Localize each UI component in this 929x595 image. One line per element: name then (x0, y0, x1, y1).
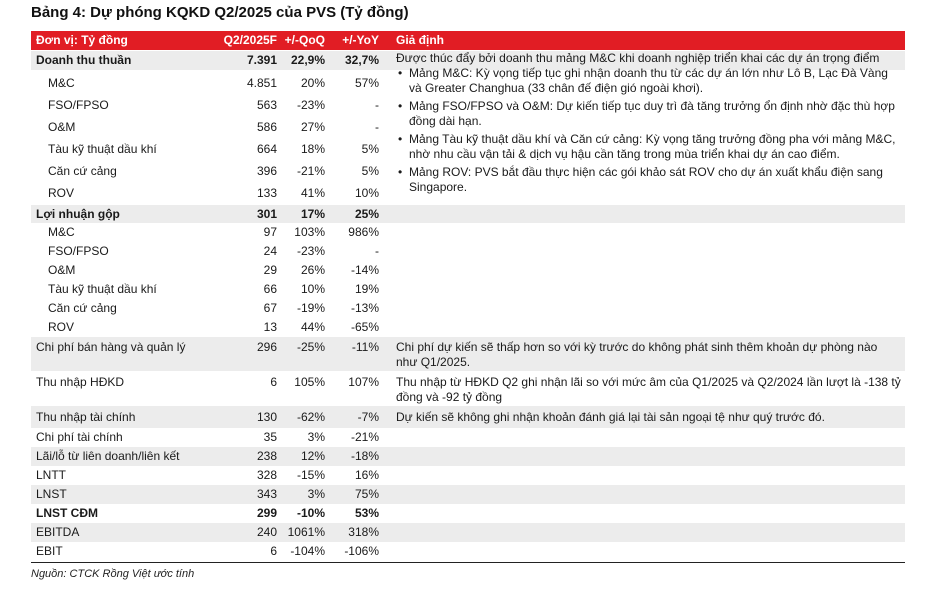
row-value-q2: 97 (263, 225, 277, 239)
row-value-q2: 299 (256, 506, 277, 520)
table-row (31, 242, 905, 261)
row-value-yoy: 986% (348, 225, 379, 239)
row-value-q2: 240 (256, 525, 277, 539)
row-value-q2: 66 (263, 282, 277, 296)
note-bullet: • Mảng Tàu kỹ thuật dầu khí và Căn cứ cảng: Kỳ vọng tăng trưởng đồng pha với mảng M&C, nhờ nhu cầu vận tải & dịch vụ hậu cần tăng trong mùa triển khai dự án cao điểm. (396, 132, 901, 162)
note-fin-income: Dự kiến sẽ không ghi nhận khoản đánh giá lại tài sản ngoại tệ như quý trước đó. (396, 410, 825, 424)
row-value-qoq: 27% (300, 119, 325, 134)
row-value-yoy: - (375, 244, 379, 258)
row-label: M&C (48, 225, 75, 239)
row-value-yoy: -106% (344, 544, 379, 558)
table-row (31, 280, 905, 299)
row-value-yoy: - (375, 119, 379, 134)
row-value-qoq: 10% (300, 282, 325, 296)
row-value-q2: 238 (256, 449, 277, 463)
row-value-yoy: -21% (350, 430, 379, 444)
row-value-qoq: 18% (300, 141, 325, 156)
source-note: Nguồn: CTCK Rồng Việt ước tính (31, 568, 195, 580)
row-label: EBIT (36, 544, 63, 558)
row-label: EBITDA (36, 525, 80, 539)
note-bullet: • Mảng M&C: Kỳ vọng tiếp tục ghi nhận doanh thu từ các dự án lớn như Lô B, Lạc Đà Vàng và Greater Changhua (33 chân đế điện gió ngoài khơi). (396, 66, 901, 96)
row-value-qoq: -104% (290, 544, 325, 558)
row-value-q2: 6 (270, 375, 277, 389)
row-label: Tàu kỹ thuật dầu khí (48, 282, 157, 296)
row-value-qoq: 20% (300, 75, 325, 90)
row-value-yoy: 5% (361, 141, 379, 156)
row-value-q2: 301 (256, 206, 277, 221)
row-value-qoq: -23% (296, 244, 325, 258)
table-row (31, 523, 905, 542)
table-bottom-rule (31, 562, 905, 563)
row-value-yoy: - (375, 97, 379, 112)
table-row (31, 299, 905, 318)
row-value-qoq: 17% (300, 206, 325, 221)
row-label: LNST CĐM (36, 506, 98, 520)
row-value-qoq: 44% (300, 320, 325, 334)
row-value-yoy: 75% (354, 487, 379, 501)
row-value-yoy: 5% (361, 163, 379, 178)
row-value-qoq: 41% (300, 185, 325, 200)
row-label: LNTT (36, 468, 66, 482)
row-value-yoy: 318% (348, 525, 379, 539)
row-value-q2: 328 (256, 468, 277, 482)
row-value-q2: 6 (270, 544, 277, 558)
row-value-q2: 586 (256, 119, 277, 134)
row-value-qoq: -62% (296, 409, 325, 424)
row-value-yoy: 10% (354, 185, 379, 200)
row-value-q2: 7.391 (246, 53, 277, 67)
row-value-qoq: 22,9% (290, 53, 325, 67)
row-label: ROV (48, 185, 75, 200)
table-row (31, 542, 905, 561)
row-value-qoq: 26% (300, 263, 325, 277)
table-title: Bảng 4: Dự phóng KQKD Q2/2025 của PVS (Tỷ đồng) (31, 4, 409, 21)
row-value-qoq: -23% (296, 97, 325, 112)
row-label: Căn cứ cảng (48, 163, 117, 178)
header-assumption: Giả định (396, 33, 444, 47)
row-value-qoq: 105% (294, 375, 325, 389)
table-row (31, 205, 905, 223)
row-label: Thu nhập tài chính (36, 409, 136, 424)
row-value-qoq: -21% (296, 163, 325, 178)
row-value-yoy: 25% (354, 206, 379, 221)
row-label: Thu nhập HĐKD (36, 375, 125, 389)
row-value-q2: 563 (256, 97, 277, 112)
header-yoy: +/-YoY (342, 33, 379, 47)
row-value-q2: 396 (256, 163, 277, 178)
row-value-yoy: 53% (354, 506, 379, 520)
table-row (31, 504, 905, 523)
note-bullet: • Mảng FSO/FPSO và O&M: Dự kiến tiếp tục duy trì đà tăng trưởng ổn định nhờ đặc thù hợp đồng dài hạn. (396, 99, 901, 129)
table-header (31, 31, 905, 50)
row-label: O&M (48, 263, 76, 277)
row-value-q2: 4.851 (246, 75, 277, 90)
row-value-yoy: -13% (350, 301, 379, 315)
row-value-qoq: -15% (296, 468, 325, 482)
table-row (31, 428, 905, 447)
note-revenue-bullets (396, 66, 901, 195)
row-value-yoy: -7% (357, 409, 379, 424)
header-qoq: +/-QoQ (284, 33, 325, 47)
row-label: Căn cứ cảng (48, 301, 117, 315)
row-value-yoy: -14% (350, 263, 379, 277)
row-label: Doanh thu thuần (36, 53, 132, 67)
row-value-yoy: 19% (354, 282, 379, 296)
header-q2: Q2/2025F (223, 33, 277, 47)
row-value-yoy: -18% (350, 449, 379, 463)
row-value-q2: 67 (263, 301, 277, 315)
row-value-q2: 130 (256, 409, 277, 424)
row-label: LNST (36, 487, 67, 501)
note-revenue-intro: Được thúc đẩy bởi doanh thu mảng M&C khi doanh nghiệp triển khai các dự án trọng điểm (396, 51, 880, 65)
row-label: FSO/FPSO (48, 97, 109, 112)
note-revenue (396, 51, 901, 198)
row-value-qoq: -25% (296, 340, 325, 354)
row-value-qoq: 103% (294, 225, 325, 239)
row-label: Chi phí bán hàng và quản lý (36, 340, 186, 354)
row-value-qoq: 1061% (287, 525, 325, 539)
row-value-q2: 296 (256, 340, 277, 354)
table-row (31, 466, 905, 485)
header-unit: Đơn vị: Tỷ đồng (36, 33, 128, 47)
row-label: M&C (48, 75, 75, 90)
row-value-yoy: 107% (348, 375, 379, 389)
row-value-q2: 343 (256, 487, 277, 501)
row-value-yoy: -11% (351, 340, 379, 354)
row-value-qoq: 3% (307, 487, 325, 501)
table-row (31, 223, 905, 242)
table-row (31, 447, 905, 466)
row-value-q2: 24 (263, 244, 277, 258)
row-label: FSO/FPSO (48, 244, 109, 258)
note-op-income: Thu nhập từ HĐKD Q2 ghi nhận lãi so với mức âm của Q1/2025 và Q2/2024 lần lượt là -138 tỷ đồng và -92 tỷ đồng (396, 375, 901, 404)
row-value-q2: 13 (263, 320, 277, 334)
row-label: Chi phí tài chính (36, 430, 123, 444)
row-value-yoy: -65% (350, 320, 379, 334)
note-sga: Chi phí dự kiến sẽ thấp hơn so với kỳ trước do không phát sinh thêm khoản dự phòng nào như Q1/2025. (396, 340, 878, 369)
row-label: O&M (48, 119, 76, 134)
table-row (31, 318, 905, 337)
table-row (31, 261, 905, 280)
row-label: Tàu kỹ thuật dầu khí (48, 141, 157, 156)
row-value-qoq: -19% (296, 301, 325, 315)
row-label: Lợi nhuận gộp (36, 206, 120, 221)
row-label: ROV (48, 320, 75, 334)
row-value-q2: 29 (263, 263, 277, 277)
table-row (31, 485, 905, 504)
row-value-yoy: 32,7% (344, 53, 379, 67)
row-value-qoq: -10% (296, 506, 325, 520)
row-label: Lãi/lỗ từ liên doanh/liên kết (36, 449, 180, 463)
row-value-yoy: 16% (354, 468, 379, 482)
row-value-yoy: 57% (354, 75, 379, 90)
row-value-q2: 664 (256, 141, 277, 156)
row-value-q2: 35 (263, 430, 277, 444)
row-value-qoq: 3% (307, 430, 325, 444)
row-value-q2: 133 (256, 185, 277, 200)
note-bullet: • Mảng ROV: PVS bắt đầu thực hiện các gói khảo sát ROV cho dự án xuất khẩu điện sang Singapore. (396, 165, 901, 195)
row-value-qoq: 12% (300, 449, 325, 463)
